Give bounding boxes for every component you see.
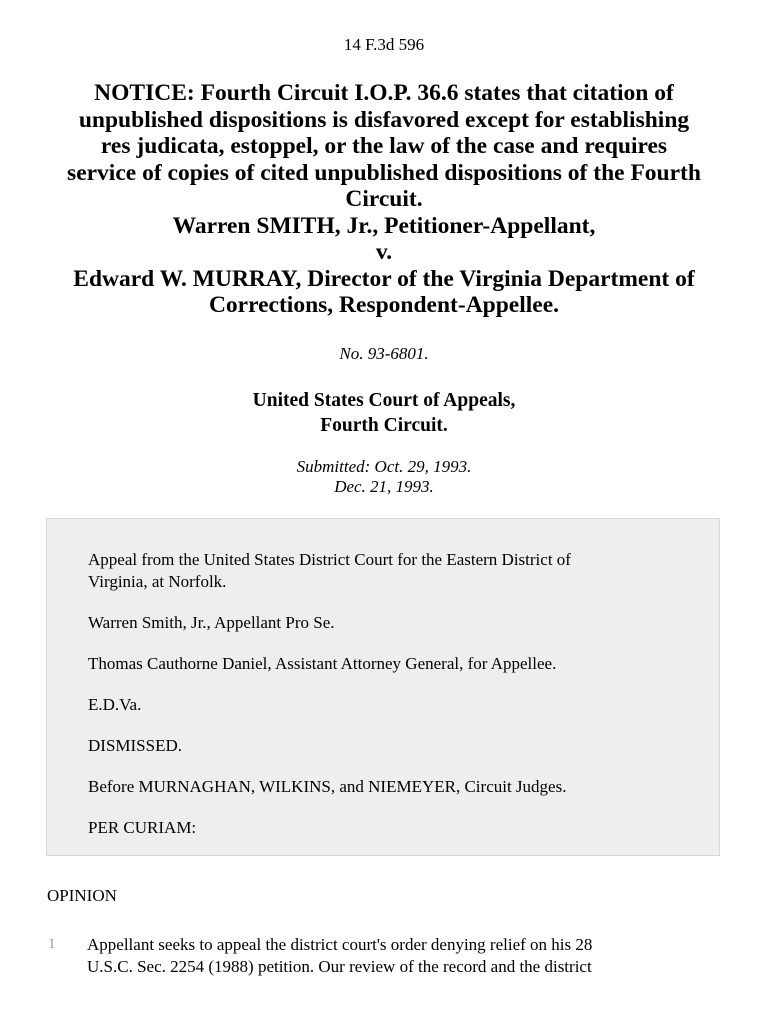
court-name-line-2: Fourth Circuit. bbox=[320, 415, 448, 436]
appellant-counsel: Warren Smith, Jr., Appellant Pro Se. bbox=[88, 613, 335, 632]
case-dates bbox=[0, 457, 768, 497]
paragraph-text bbox=[87, 934, 727, 978]
notice-line-4: service of copies of cited unpublished dispositions of the Fourth bbox=[67, 159, 701, 186]
court-name-line-1: United States Court of Appeals, bbox=[252, 390, 516, 411]
lower-court: E.D.Va. bbox=[88, 695, 142, 714]
citation: 14 F.3d 596 bbox=[343, 35, 425, 54]
paragraph-number: 1 bbox=[48, 936, 56, 952]
notice-line-5: Circuit. bbox=[345, 186, 423, 212]
submitted-date: Submitted: Oct. 29, 1993. bbox=[296, 457, 472, 476]
per-curiam: PER CURIAM: bbox=[88, 818, 197, 837]
notice-line-1: NOTICE: Fourth Circuit I.O.P. 36.6 states that citation of bbox=[94, 80, 674, 106]
panel-judges: Before MURNAGHAN, WILKINS, and NIEMEYER, Circuit Judges. bbox=[88, 777, 567, 796]
paragraph-line-2: U.S.C. Sec. 2254 (1988) petition. Our review of the record and the district bbox=[87, 957, 592, 976]
petitioner-line: Warren SMITH, Jr., Petitioner-Appellant, bbox=[172, 212, 596, 239]
case-info-box bbox=[46, 518, 720, 856]
opinion-heading: OPINION bbox=[47, 886, 117, 905]
docket-number: No. 93-6801. bbox=[339, 344, 429, 363]
disposition: DISMISSED. bbox=[88, 736, 182, 755]
court-name bbox=[0, 388, 768, 438]
respondent-line-1: Edward W. MURRAY, Director of the Virginia Department of bbox=[73, 265, 695, 292]
versus-line: v. bbox=[375, 239, 393, 265]
appellee-counsel: Thomas Cauthorne Daniel, Assistant Attorney General, for Appellee. bbox=[88, 654, 557, 673]
case-title bbox=[40, 80, 728, 319]
notice-line-2: unpublished dispositions is disfavored except for establishing bbox=[78, 106, 690, 133]
notice-line-3: res judicata, estoppel, or the law of the case and requires bbox=[100, 133, 668, 159]
decided-date: Dec. 21, 1993. bbox=[334, 477, 434, 496]
appeal-from-line-1: Appeal from the United States District Court for the Eastern District of bbox=[88, 550, 571, 569]
appeal-from-line-2: Virginia, at Norfolk. bbox=[88, 572, 227, 591]
paragraph-line-1: Appellant seeks to appeal the district court's order denying relief on his 28 bbox=[87, 935, 593, 954]
respondent-line-2: Corrections, Respondent-Appellee. bbox=[208, 292, 560, 318]
